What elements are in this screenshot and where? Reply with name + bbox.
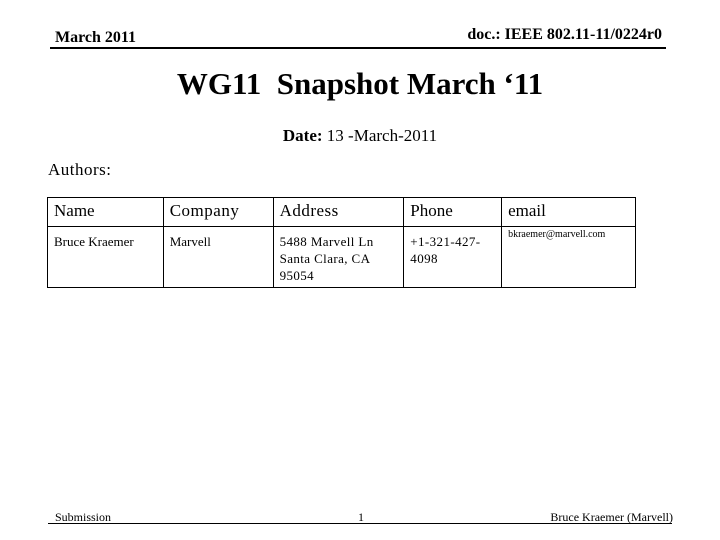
col-header-address: Address bbox=[273, 198, 404, 227]
footer-submission: Submission bbox=[55, 510, 112, 524]
cell-email[interactable]: bkraemer@marvell.com bbox=[502, 227, 636, 288]
footer-rule bbox=[48, 523, 672, 524]
table-header-row bbox=[48, 198, 636, 227]
footer-page-number: 1 bbox=[358, 510, 364, 524]
phone-line-1: +1-321-427- bbox=[410, 234, 481, 249]
date-label: Date: bbox=[282, 126, 323, 145]
date-value: 13 -March-2011 bbox=[322, 126, 438, 145]
slide-title: WG11 Snapshot March ‘11 bbox=[176, 66, 544, 101]
address-line-1: 5488 Marvell Ln bbox=[279, 234, 374, 249]
header-date: March 2011 bbox=[55, 29, 137, 46]
col-header-phone: Phone bbox=[404, 198, 502, 227]
col-header-name: Name bbox=[48, 198, 164, 227]
col-header-email: email bbox=[502, 198, 636, 227]
header-doc-id: doc.: IEEE 802.11-11/0224r0 bbox=[467, 26, 662, 43]
table-row bbox=[48, 227, 636, 288]
authors-label: Authors: bbox=[48, 160, 112, 179]
phone-line-2: 4098 bbox=[410, 251, 438, 266]
header-rule bbox=[50, 47, 666, 49]
date-line bbox=[0, 126, 720, 146]
address-line-2: Santa Clara, CA bbox=[279, 251, 371, 266]
cell-address bbox=[273, 227, 404, 288]
footer-author: Bruce Kraemer (Marvell) bbox=[550, 510, 673, 524]
authors-table bbox=[47, 197, 636, 288]
cell-name: Bruce Kraemer bbox=[48, 227, 164, 288]
address-line-3: 95054 bbox=[279, 268, 315, 283]
cell-phone bbox=[404, 227, 502, 288]
col-header-company: Company bbox=[163, 198, 273, 227]
cell-company: Marvell bbox=[163, 227, 273, 288]
